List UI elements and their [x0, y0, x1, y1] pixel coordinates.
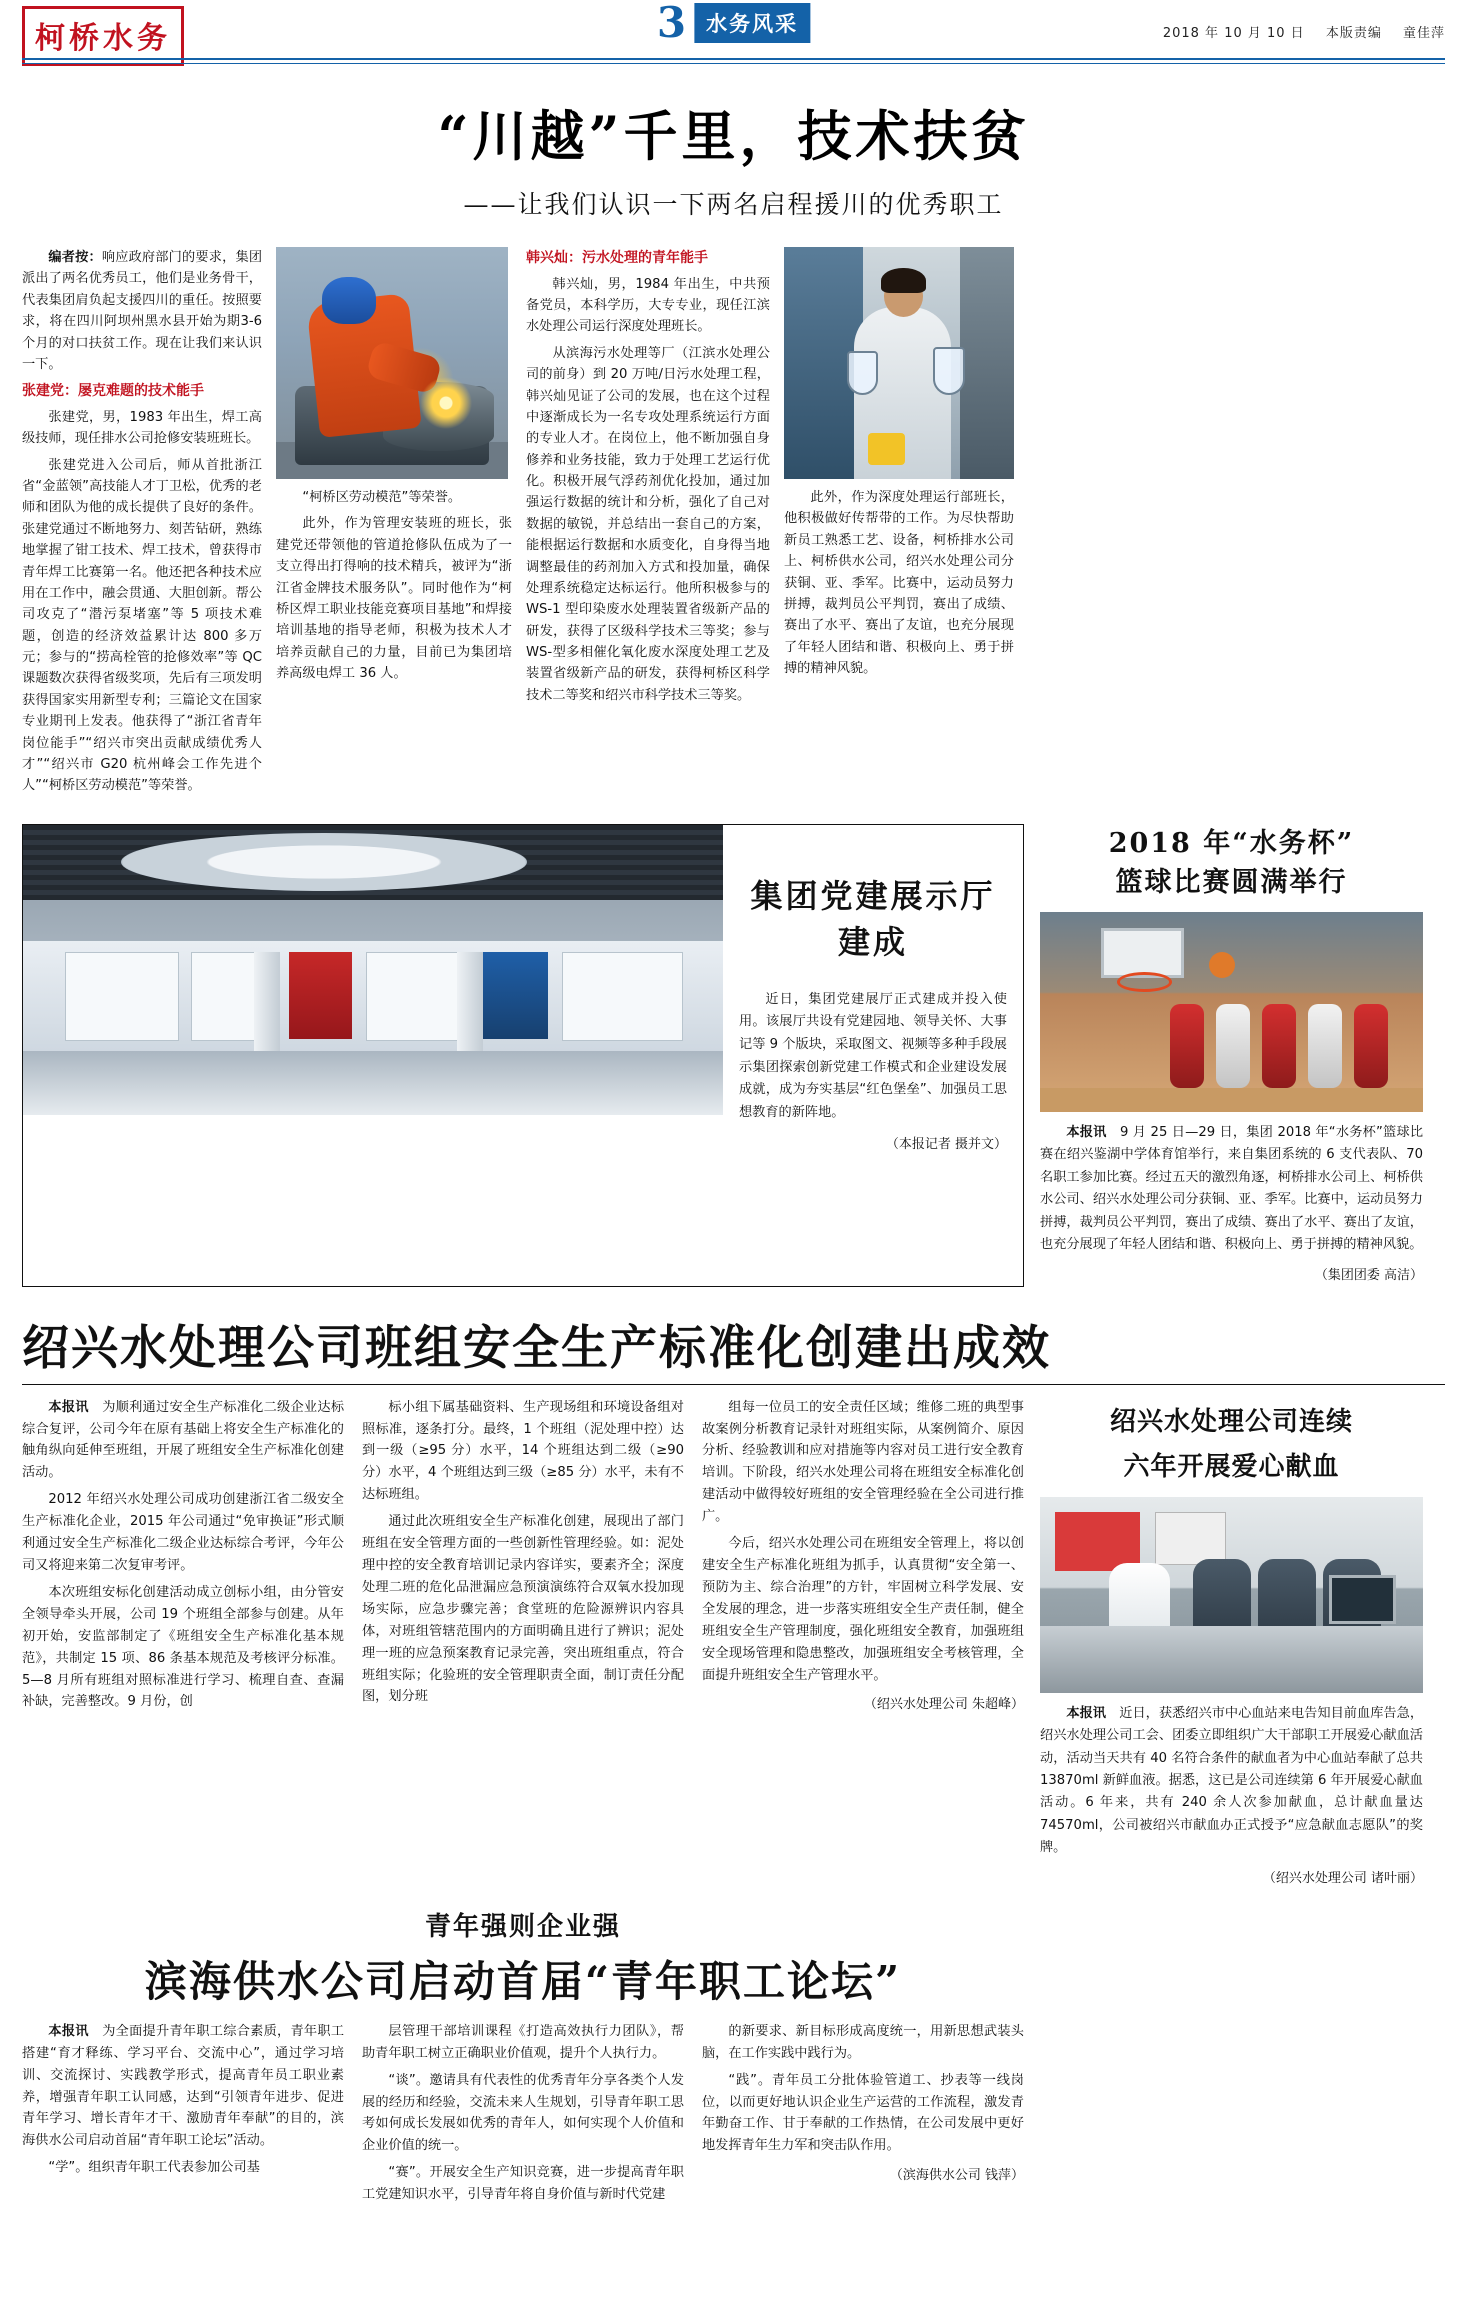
youth-para-3: 层管理干部培训课程《打造高效执行力团队》，帮助青年职工树立正确职业价值观，提升个人执行力。: [362, 2023, 684, 2061]
safety-para-6: 组每一位员工的安全责任区域；维修二班的典型事故案例分析教育记录针对班组实际，从案例简介、原因分析、经验教训和应对措施等内容对员工进行安全教育培训。下阶段，绍兴水处理公司将在班组安全标准化创建活动中做得较好班组的安全管理经验在全公司进行推广。: [702, 1399, 1024, 1525]
safety-text-1: 为顺利通过安全生产标准化二级企业达标综合复评，公司今年在原有基础上将安全生产标准化的触角纵向延伸至班组，开展了班组安全生产标准化创建活动。: [22, 1399, 345, 1481]
blood-title-line1: 绍兴水处理公司连续: [1109, 1406, 1353, 1437]
youth-para-5: “赛”。开展安全生产知识竞赛，进一步提高青年职工党建知识水平，引导青年将自身价值与新时代党建: [362, 2165, 684, 2203]
masthead-meta: [1147, 22, 1445, 41]
exhibit-body: [739, 989, 1007, 1125]
youth-column-1: [22, 2021, 344, 2211]
youth-para-7: “践”。青年员工分批体验管道工、抄表等一线岗位，以而更好地认识企业生产运营的工作流程，激发青年勤奋工作、甘于奉献的工作热情，在公司发展中更好地发挥青年生力军和突击队作用。: [702, 2072, 1024, 2154]
lab-photo-image: [784, 247, 1014, 479]
person2-para-1: 韩兴灿，男，1984 年出生，中共预备党员，本科学历，大专专业，现任江滨水处理公司运行深度处理班长。: [526, 276, 770, 335]
youth-para-2: “学”。组织青年职工代表参加公司基: [48, 2160, 260, 2176]
youth-kicker: 青年强则企业强: [424, 1911, 621, 1942]
blood-title-line2: 六年开展爱心献血: [1123, 1451, 1340, 1482]
lead-column-3: [526, 247, 770, 802]
exhibit-byline: （本报记者 摄并文）: [885, 1136, 1007, 1152]
blood-byline: （绍兴水处理公司 诸叶丽）: [1262, 1870, 1423, 1886]
lead-story-body: [22, 247, 1445, 802]
welder-photo-image: [276, 247, 508, 479]
photo1-caption: “柯桥区劳动模范”等荣誉。: [302, 490, 462, 505]
safety-lead-label: 本报讯: [48, 1399, 89, 1415]
issue-date: 2018 年 10 月 10 日: [1162, 26, 1305, 41]
blood-donation-photo: [1040, 1497, 1423, 1693]
person1-para-2: 张建党进入公司后，师从首批浙江省“金蓝领”高技能人才丁卫松，优秀的老师和团队为他的成长提供了良好的条件。张建党通过不断地努力、刻苦钻研，熟练地掌握了钳工技术、焊工技术，曾获得市青年焊工比赛第一名。他还把各种技术应用在工作中，融会贯通、大胆创新。帮公司攻克了“潜污泵堵塞”等 5 项技术难题，创造的经济效益累计达 800 多万元；参与的“捞高栓管的抢修效率”等 QC 课题数次获得省级奖项，先后有三项发明获得国家实用新型专利；三篇论文在国家专业期刊上发表。他获得了“浙江省青年岗位能手”“绍兴市突出贡献成绩优秀人才”“绍兴市 G20 杭州峰会工作先进个人”“柯桥区劳动模范”等荣誉。: [22, 457, 262, 794]
youth-band: [22, 1906, 1445, 2211]
basketball-title-line1: 2018 年“水务杯”: [1108, 827, 1355, 859]
editor-label: 本版责编: [1325, 26, 1382, 41]
safety-and-blood: [22, 1397, 1445, 1890]
youth-text-1: 为全面提升青年职工综合素质，青年职工搭建“育才释练、学习平台、交流中心”，通过学习培训、交流探讨、实践教学形式，提高青年员工职业素养，增强青年职工认同感，达到“引领青年进步、促进青年学习、增长青年才干、激励青年奉献”的目的，滨海供水公司启动首届“青年职工论坛”活动。: [22, 2023, 345, 2149]
lead-subheadline: ——让我们认识一下两名启程援川的优秀职工: [463, 190, 1004, 219]
blood-story: [1040, 1397, 1423, 1890]
safety-para-5: 通过此次班组安全生产标准化创建，展现出了部门班组在安全管理方面的一些创新性管理经验。如：泥处理中控的安全教育培训记录内容详实，要素齐全；深度处理二班的危化品泄漏应急预演演练符合双氧水投加现场实际，应急步骤完善；食堂班的危险源辨识内容具体，对班组管辖范围内的方面明确且进行了辨识；泥处理一班的应急预案教育记录完善，突出班组重点，符合班组实际；化验班的安全管理职责全面，制订责任分配图，划分班: [362, 1514, 684, 1705]
editor-note-text: 响应政府部门的要求，集团派出了两名优秀员工，他们是业务骨干，代表集团肩负起支援四川的重任。按照要求，将在四川阿坝州黑水县开始为期3-6个月的对口扶贫工作。现在让我们来认识一下。: [22, 250, 263, 372]
masthead-center: [656, 0, 810, 47]
person1-para-1: 张建党，男，1983 年出生，焊工高级技师，现任排水公司抢修安装班班长。: [22, 409, 262, 447]
safety-band: [22, 1311, 1445, 1385]
masthead: [22, 0, 1445, 68]
exhibit-title: 集团党建展示厅建成: [750, 876, 996, 961]
blood-lead-label: 本报讯: [1066, 1705, 1107, 1721]
section-badge: 水务风采: [694, 3, 810, 43]
safety-para-4: 标小组下属基础资料、生产现场组和环境设备组对照标准，逐条打分。最终，1 个班组（泥处理中控）达到一级（≥95 分）水平，14 个班组达到二级（≥90 分）水平，4 个班组达到三级（≥85 分）水平，未有不达标班组。: [362, 1399, 684, 1503]
exhibit-text: [723, 825, 1023, 1286]
masthead-rule: [22, 58, 1445, 60]
lead-headline-block: [22, 94, 1445, 221]
youth-para-4: “谈”。邀请具有代表性的优秀青年分享各类个人发展的经历和经验，交流未来人生规划，引导青年职工思考如何成长发展如优秀的青年人，如何实现个人价值和企业价值的统一。: [362, 2072, 684, 2154]
middle-band: [22, 824, 1445, 1287]
publication-logo: 柯桥水务: [22, 6, 184, 66]
youth-columns: [22, 2021, 1024, 2211]
safety-para-2: 2012 年绍兴水处理公司成功创建浙江省二级安全生产标准化企业，2015 年公司通过“免审换证”形式顺利通过安全生产标准化二级企业达标综合考评，今年公司又将迎来第二次复审考评。: [22, 1492, 344, 1574]
lead-headline: “川越”千里，技术扶贫: [437, 104, 1030, 168]
lead-column-4: [784, 247, 1014, 802]
bottom-right-spacer: [1040, 1906, 1423, 2211]
safety-divider: [22, 1384, 1445, 1385]
person2-para-2: 从滨海污水处理等厂（江滨水处理公司的前身）到 20 万吨/日污水处理工程，韩兴灿见证了公司的发展，也在这个过程中逐渐成长为一名专攻处理系统运行方面的专业人才。在岗位上，他不断加强自身修养和业务技能，致力于处理工艺运行优化。积极开展气浮药剂优化投加，通过加强运行数据的统计和分析，强化了自己对数据的敏锐，并总结出一套自己的方案，能根据运行数据和水质变化，自身得当地调整最佳的药剂加入方式和投加量，确保处理系统稳定达标运行。他所积极参与的 WS-1 型印染废水处理装置省级新产品的研发，获得了区级科学技术三等奖；参与 WS-型多相催化氧化废水深度处理工艺及装置省级新产品的研发，获得柯桥区科学技术二等奖和绍兴市科学技术三等奖。: [526, 345, 770, 703]
blood-text: 近日，获悉绍兴市中心血站来电告知目前血库告急，绍兴水处理公司工会、团委立即组织广大干部职工开展爱心献血活动，活动当天共有 40 名符合条件的献血者为中心血站奉献了总共 13870ml 新鲜血液。据悉，这已是公司连续第 6 年开展爱心献血活动。6 年来，共有 240 余人次参加献血，总计献血量达 74570ml，公司被绍兴市献血办正式授予“应急献血志愿队”的奖牌。: [1040, 1705, 1424, 1856]
safety-para-1: [22, 1397, 344, 1485]
welder-photo: [276, 247, 512, 479]
basketball-byline: （集团团委 高洁）: [1314, 1267, 1423, 1283]
youth-byline: （滨海供水公司 钱萍）: [889, 2168, 1024, 2184]
safety-headline: 绍兴水处理公司班组安全生产标准化创建出成效: [22, 1320, 1051, 1376]
basketball-title-line2: 篮球比赛圆满举行: [1115, 866, 1348, 898]
masthead-rule-secondary: [22, 63, 1445, 64]
person1-title: 张建党：屡克难题的技术能手: [22, 383, 204, 400]
lead-column-4-text: [784, 487, 1014, 679]
youth-para-6: 的新要求、新目标形成高度统一，用新思想武装头脑，在工作实践中践行为。: [702, 2023, 1024, 2061]
exhibit-story: [22, 824, 1024, 1287]
blood-paragraph: [1040, 1703, 1423, 1860]
basketball-text: 9 月 25 日—29 日，集团 2018 年“水务杯”篮球比赛在绍兴鉴湖中学体育馆举行，来自集团系统的 6 支代表队、70 名职工参加比赛。经过五天的激烈角逐，柯桥排水公司上、柯桥供水公司、绍兴水处理公司分获铜、亚、季军。比赛中，运动员努力拼搏，裁判员公平判罚，赛出了成绩、赛出了水平、赛出了友谊，也充分展现了年轻人团结和谐、积极向上、勇于拼搏的精神风貌。: [1040, 1124, 1424, 1253]
safety-column-2: [362, 1397, 684, 1890]
safety-byline: （绍兴水处理公司 朱超峰）: [863, 1697, 1024, 1713]
youth-lead-label: 本报讯: [48, 2023, 89, 2039]
youth-para-1: [22, 2021, 344, 2152]
person2-title: 韩兴灿：污水处理的青年能手: [526, 250, 708, 266]
lead-column-1: [22, 247, 262, 802]
safety-column-1: [22, 1397, 344, 1890]
editor-note-label: 编者按：: [48, 250, 102, 265]
youth-column-3: [702, 2021, 1024, 2211]
exhibit-photo: [23, 825, 723, 1115]
safety-para-7: 今后，绍兴水处理公司在班组安全管理上，将以创建安全生产标准化班组为抓手，认真贯彻“安全第一、预防为主、综合治理”的方针，牢固树立科学发展、安全发展的理念，进一步落实班组安全生产责任制，健全班组安全生产管理制度，强化班组安全教育，加强班组安全现场管理和隐患整改，加强班组安全考核管理，全面提升班组安全生产管理水平。: [702, 1536, 1024, 1683]
person2-para-3: 此外，作为深度处理运行部班长，他积极做好传帮带的工作。为尽快帮助新员工熟悉工艺、设备，柯桥排水公司上、柯桥供水公司，绍兴水处理公司分获铜、亚、季军。比赛中，运动员努力拼搏，裁判员公平判罚，赛出了成绩、赛出了水平、赛出了友谊，也充分展现了年轻人团结和谐、积极向上、勇于拼搏的精神风貌。: [784, 490, 1014, 676]
basketball-story: [1040, 824, 1423, 1287]
safety-para-3: 本次班组安标化创建活动成立创标小组，由分管安全领导牵头开展，公司 19 个班组全部参与创建。从年初开始，安监部制定了《班组安全生产标准化基本规范》，共制定 15 项、86 条基本规范及考核评分标准。5—8 月所有班组对照标准进行学习、梳理自查、查漏补缺，完善整改。9 月份，创: [22, 1584, 344, 1710]
exhibit-paragraph: 近日，集团党建展厅正式建成并投入使用。该展厅共设有党建园地、领导关怀、大事记等 9 个版块，采取图文、视频等多种手段展示集团探索创新党建工作模式和企业建设发展成就，成为夯实基层“红色堡垒”、加强员工思想教育的新阵地。: [739, 991, 1007, 1121]
editor-name: 童佳萍: [1402, 26, 1445, 41]
editor-note: [22, 247, 262, 375]
lab-photo: [784, 247, 1014, 479]
person1-para-3: 此外，作为管理安装班的班长，张建党还带领他的管道抢修队伍成为了一支立得出打得响的技术精兵，被评为“浙江省金牌技术服务队”。同时他作为“柯桥区焊工职业技能竞赛项目基地”和焊接培训基地的指导老师，积极为技术人才培养贡献自己的力量，目前已为集团培养高级电焊工 36 人。: [276, 516, 512, 681]
lead-column-2: [276, 247, 512, 802]
lead-column-2-text: [276, 487, 512, 684]
youth-column-2: [362, 2021, 684, 2211]
page-number: 3: [656, 0, 687, 47]
youth-headline: 滨海供水公司启动首届“青年职工论坛”: [144, 1956, 902, 2006]
youth-story: [22, 1906, 1024, 2211]
safety-column-3: [702, 1397, 1024, 1890]
safety-columns: [22, 1397, 1024, 1890]
basketball-paragraph: [1040, 1122, 1423, 1257]
blood-body: [1040, 1703, 1423, 1890]
basketball-photo: [1040, 912, 1423, 1112]
basketball-body: [1040, 1122, 1423, 1287]
basketball-lead-label: 本报讯: [1066, 1124, 1107, 1140]
